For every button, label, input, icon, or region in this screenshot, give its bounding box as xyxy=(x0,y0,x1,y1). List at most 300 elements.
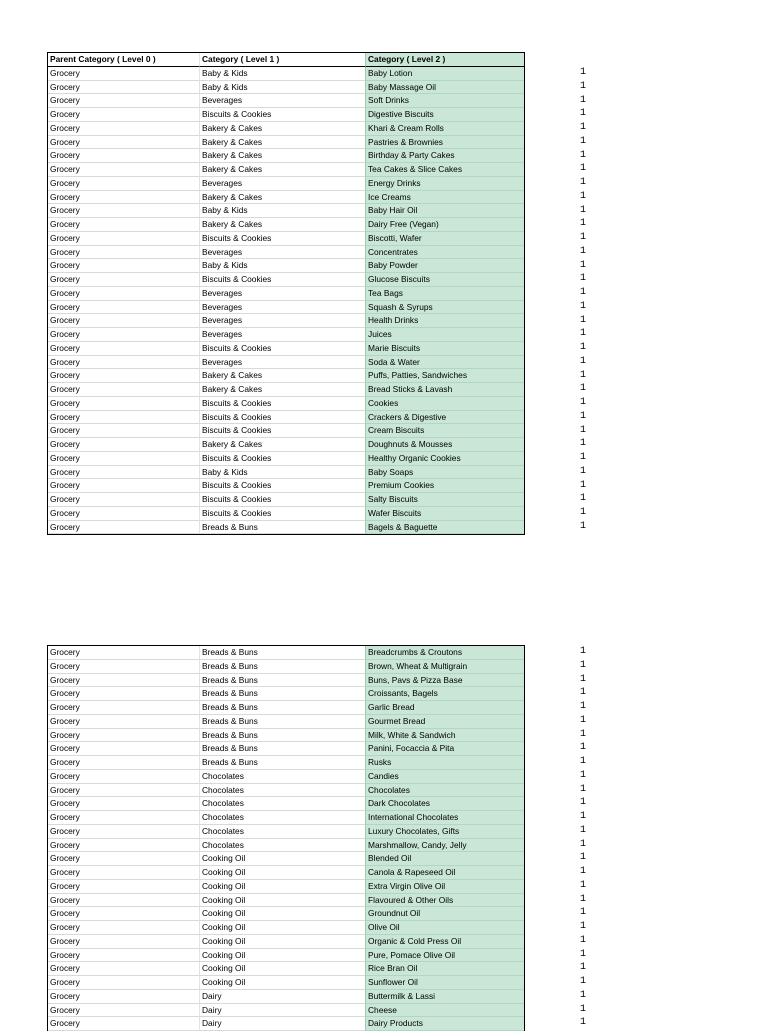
cell-category-level-2: Baby Lotion xyxy=(365,67,524,81)
cell-category-level-1: Breads & Buns xyxy=(199,742,365,756)
row-count: 1 xyxy=(579,948,586,960)
cell-category-level-1: Cooking Oil xyxy=(199,880,365,894)
cell-category-level-2: Energy Drinks xyxy=(365,177,524,191)
row-count: 1 xyxy=(579,824,586,836)
table-row xyxy=(48,424,524,438)
cell-category-level-1: Beverages xyxy=(199,287,365,301)
cell-parent-category: Grocery xyxy=(48,479,199,493)
table-row xyxy=(48,122,524,136)
row-count: 1 xyxy=(579,177,586,188)
row-count: 1 xyxy=(579,673,586,685)
table-row xyxy=(48,797,524,811)
cell-category-level-1: Chocolates xyxy=(199,839,365,853)
row-count: 1 xyxy=(579,783,586,795)
cell-category-level-2: Gourmet Bread xyxy=(365,715,524,729)
cell-category-level-1: Bakery & Cakes xyxy=(199,191,365,205)
row-count: 1 xyxy=(579,190,586,202)
row-count: 1 xyxy=(579,687,586,699)
cell-parent-category: Grocery xyxy=(48,452,199,466)
row-count: 1 xyxy=(579,218,586,230)
table-row xyxy=(48,715,524,729)
row-count: 1 xyxy=(579,893,586,905)
cell-parent-category: Grocery xyxy=(48,301,199,315)
cell-parent-category: Grocery xyxy=(48,94,199,108)
cell-category-level-2: Blended Oil xyxy=(365,852,524,866)
row-count: 1 xyxy=(579,245,586,257)
table-row xyxy=(48,866,524,880)
cell-category-level-2: Buns, Pavs & Pizza Base xyxy=(365,674,524,688)
table-row xyxy=(48,218,524,232)
table-row xyxy=(48,479,524,493)
row-count: 1 xyxy=(579,921,586,932)
cell-parent-category: Grocery xyxy=(48,949,199,963)
cell-category-level-2: Sunflower Oil xyxy=(365,976,524,990)
row-count: 1 xyxy=(579,163,586,175)
cell-parent-category: Grocery xyxy=(48,1017,199,1031)
cell-category-level-1: Biscuits & Cookies xyxy=(199,232,365,246)
cell-parent-category: Grocery xyxy=(48,660,199,674)
table-row xyxy=(48,493,524,507)
table-row xyxy=(48,507,524,521)
cell-category-level-1: Baby & Kids xyxy=(199,67,365,81)
table-row xyxy=(48,990,524,1004)
cell-category-level-1: Cooking Oil xyxy=(199,962,365,976)
row-count: 1 xyxy=(579,797,586,809)
cell-category-level-1: Dairy xyxy=(199,1017,365,1031)
table-row xyxy=(48,907,524,921)
cell-parent-category: Grocery xyxy=(48,797,199,811)
table-row xyxy=(48,962,524,976)
cell-category-level-1: Biscuits & Cookies xyxy=(199,493,365,507)
table-row xyxy=(48,852,524,866)
row-count: 1 xyxy=(579,383,586,395)
cell-parent-category: Grocery xyxy=(48,411,199,425)
row-count: 1 xyxy=(579,273,586,285)
cell-category-level-2: Cheese xyxy=(365,1004,524,1018)
cell-category-level-1: Biscuits & Cookies xyxy=(199,397,365,411)
row-count: 1 xyxy=(579,838,586,850)
cell-category-level-1: Biscuits & Cookies xyxy=(199,452,365,466)
cell-category-level-2: Squash & Syrups xyxy=(365,301,524,315)
cell-category-level-2: Bagels & Baguette xyxy=(365,521,524,535)
cell-category-level-2: Extra Virgin Olive Oil xyxy=(365,880,524,894)
row-count: 1 xyxy=(579,122,586,133)
row-count: 1 xyxy=(579,300,586,312)
table-row xyxy=(48,204,524,218)
row-count: 1 xyxy=(579,769,586,781)
cell-category-level-2: Brown, Wheat & Multigrain xyxy=(365,660,524,674)
cell-category-level-1: Beverages xyxy=(199,94,365,108)
cell-parent-category: Grocery xyxy=(48,742,199,756)
cell-category-level-1: Cooking Oil xyxy=(199,976,365,990)
cell-parent-category: Grocery xyxy=(48,493,199,507)
table-row xyxy=(48,660,524,674)
cell-category-level-1: Biscuits & Cookies xyxy=(199,342,365,356)
row-count: 1 xyxy=(579,701,586,712)
row-count: 1 xyxy=(579,989,586,1001)
row-count: 1 xyxy=(579,907,586,919)
cell-category-level-2: Health Drinks xyxy=(365,314,524,328)
cell-category-level-1: Breads & Buns xyxy=(199,521,365,535)
cell-category-level-2: Flavoured & Other Oils xyxy=(365,894,524,908)
table-row xyxy=(48,177,524,191)
table-row xyxy=(48,438,524,452)
row-count: 1 xyxy=(579,204,586,216)
cell-category-level-1: Breads & Buns xyxy=(199,715,365,729)
table-row xyxy=(48,108,524,122)
cell-category-level-1: Bakery & Cakes xyxy=(199,136,365,150)
cell-category-level-2: Marie Biscuits xyxy=(365,342,524,356)
cell-parent-category: Grocery xyxy=(48,287,199,301)
cell-parent-category: Grocery xyxy=(48,674,199,688)
cell-category-level-2: Canola & Rapeseed Oil xyxy=(365,866,524,880)
row-count: 1 xyxy=(579,259,586,271)
category-table-top xyxy=(47,52,525,535)
cell-parent-category: Grocery xyxy=(48,729,199,743)
cell-category-level-2: Healthy Organic Cookies xyxy=(365,452,524,466)
row-count: 1 xyxy=(579,479,586,491)
cell-parent-category: Grocery xyxy=(48,880,199,894)
cell-parent-category: Grocery xyxy=(48,466,199,480)
row-count: 1 xyxy=(579,962,586,974)
row-count: 1 xyxy=(579,934,586,946)
cell-category-level-1: Dairy xyxy=(199,990,365,1004)
cell-category-level-2: Rusks xyxy=(365,756,524,770)
cell-category-level-2: Groundnut Oil xyxy=(365,907,524,921)
table-row xyxy=(48,949,524,963)
row-count: 1 xyxy=(579,879,586,891)
table-row xyxy=(48,976,524,990)
table-row xyxy=(48,1004,524,1018)
cell-category-level-1: Biscuits & Cookies xyxy=(199,108,365,122)
row-count: 1 xyxy=(579,355,586,367)
row-count: 1 xyxy=(579,452,586,463)
cell-category-level-2: International Chocolates xyxy=(365,811,524,825)
cell-category-level-1: Breads & Buns xyxy=(199,646,365,660)
header-level-0: Parent Category ( Level 0 ) xyxy=(48,53,199,67)
cell-category-level-2: Organic & Cold Press Oil xyxy=(365,935,524,949)
table-row xyxy=(48,163,524,177)
row-count: 1 xyxy=(579,342,586,353)
cell-category-level-2: Cream Biscuits xyxy=(365,424,524,438)
cell-category-level-1: Bakery & Cakes xyxy=(199,163,365,177)
cell-category-level-2: Tea Cakes & Slice Cakes xyxy=(365,163,524,177)
table-row xyxy=(48,729,524,743)
row-count: 1 xyxy=(579,314,586,326)
table-row xyxy=(48,521,524,535)
row-count: 1 xyxy=(579,287,586,298)
cell-category-level-2: Juices xyxy=(365,328,524,342)
cell-category-level-1: Beverages xyxy=(199,177,365,191)
cell-category-level-1: Baby & Kids xyxy=(199,81,365,95)
count-column-top xyxy=(572,66,586,534)
cell-parent-category: Grocery xyxy=(48,507,199,521)
cell-category-level-2: Dark Chocolates xyxy=(365,797,524,811)
cell-category-level-2: Digestive Biscuits xyxy=(365,108,524,122)
cell-category-level-1: Breads & Buns xyxy=(199,687,365,701)
cell-parent-category: Grocery xyxy=(48,438,199,452)
cell-category-level-2: Biscotti, Wafer xyxy=(365,232,524,246)
table-row xyxy=(48,259,524,273)
cell-parent-category: Grocery xyxy=(48,907,199,921)
cell-category-level-2: Birthday & Party Cakes xyxy=(365,149,524,163)
cell-parent-category: Grocery xyxy=(48,866,199,880)
cell-category-level-2: Bread Sticks & Lavash xyxy=(365,383,524,397)
cell-parent-category: Grocery xyxy=(48,962,199,976)
table-row xyxy=(48,784,524,798)
cell-parent-category: Grocery xyxy=(48,701,199,715)
cell-category-level-2: Breadcrumbs & Croutons xyxy=(365,646,524,660)
cell-parent-category: Grocery xyxy=(48,342,199,356)
cell-category-level-2: Tea Bags xyxy=(365,287,524,301)
cell-category-level-1: Breads & Buns xyxy=(199,756,365,770)
category-table-bottom xyxy=(47,645,525,1031)
cell-category-level-2: Doughnuts & Mousses xyxy=(365,438,524,452)
cell-category-level-2: Chocolates xyxy=(365,784,524,798)
cell-category-level-1: Bakery & Cakes xyxy=(199,383,365,397)
cell-category-level-2: Khari & Cream Rolls xyxy=(365,122,524,136)
cell-category-level-2: Pastries & Brownies xyxy=(365,136,524,150)
cell-category-level-1: Chocolates xyxy=(199,797,365,811)
table-row xyxy=(48,452,524,466)
cell-parent-category: Grocery xyxy=(48,163,199,177)
cell-parent-category: Grocery xyxy=(48,935,199,949)
cell-category-level-1: Beverages xyxy=(199,328,365,342)
row-count: 1 xyxy=(579,135,586,147)
row-count: 1 xyxy=(579,520,586,532)
cell-category-level-1: Breads & Buns xyxy=(199,660,365,674)
row-count: 1 xyxy=(579,1003,586,1015)
row-count: 1 xyxy=(579,424,586,436)
cell-category-level-2: Soda & Water xyxy=(365,356,524,370)
table-row xyxy=(48,67,524,81)
cell-category-level-1: Baby & Kids xyxy=(199,259,365,273)
cell-category-level-1: Chocolates xyxy=(199,770,365,784)
cell-category-level-2: Milk, White & Sandwich xyxy=(365,729,524,743)
row-count: 1 xyxy=(579,728,586,740)
table-row xyxy=(48,328,524,342)
cell-parent-category: Grocery xyxy=(48,894,199,908)
table-row xyxy=(48,301,524,315)
cell-category-level-2: Crackers & Digestive xyxy=(365,411,524,425)
row-count: 1 xyxy=(579,659,586,671)
table-row xyxy=(48,397,524,411)
cell-parent-category: Grocery xyxy=(48,232,199,246)
cell-category-level-1: Beverages xyxy=(199,246,365,260)
cell-category-level-2: Garlic Bread xyxy=(365,701,524,715)
row-count: 1 xyxy=(579,866,586,877)
cell-parent-category: Grocery xyxy=(48,356,199,370)
cell-category-level-1: Breads & Buns xyxy=(199,701,365,715)
row-count: 1 xyxy=(579,232,586,243)
cell-category-level-1: Cooking Oil xyxy=(199,894,365,908)
table-row xyxy=(48,149,524,163)
cell-category-level-2: Luxury Chocolates, Gifts xyxy=(365,825,524,839)
cell-parent-category: Grocery xyxy=(48,81,199,95)
cell-parent-category: Grocery xyxy=(48,921,199,935)
cell-category-level-2: Puffs, Patties, Sandwiches xyxy=(365,369,524,383)
cell-category-level-1: Chocolates xyxy=(199,811,365,825)
row-count: 1 xyxy=(579,80,586,92)
table-row xyxy=(48,369,524,383)
cell-category-level-2: Croissants, Bagels xyxy=(365,687,524,701)
cell-parent-category: Grocery xyxy=(48,852,199,866)
row-count: 1 xyxy=(579,410,586,422)
cell-parent-category: Grocery xyxy=(48,149,199,163)
table-row xyxy=(48,687,524,701)
cell-parent-category: Grocery xyxy=(48,521,199,535)
row-count: 1 xyxy=(579,756,586,767)
cell-category-level-2: Baby Soaps xyxy=(365,466,524,480)
cell-category-level-1: Bakery & Cakes xyxy=(199,218,365,232)
row-count: 1 xyxy=(579,646,586,657)
table-row xyxy=(48,811,524,825)
table-row xyxy=(48,94,524,108)
cell-category-level-1: Cooking Oil xyxy=(199,949,365,963)
cell-category-level-2: Wafer Biscuits xyxy=(365,507,524,521)
table-row xyxy=(48,383,524,397)
cell-parent-category: Grocery xyxy=(48,246,199,260)
cell-category-level-2: Dairy Free (Vegan) xyxy=(365,218,524,232)
cell-parent-category: Grocery xyxy=(48,839,199,853)
table-row xyxy=(48,287,524,301)
table-row xyxy=(48,246,524,260)
cell-category-level-1: Beverages xyxy=(199,356,365,370)
cell-parent-category: Grocery xyxy=(48,108,199,122)
cell-category-level-2: Premium Cookies xyxy=(365,479,524,493)
cell-category-level-2: Salty Biscuits xyxy=(365,493,524,507)
cell-parent-category: Grocery xyxy=(48,784,199,798)
cell-category-level-1: Cooking Oil xyxy=(199,852,365,866)
cell-category-level-2: Buttermilk & Lassi xyxy=(365,990,524,1004)
cell-parent-category: Grocery xyxy=(48,177,199,191)
cell-category-level-1: Chocolates xyxy=(199,825,365,839)
table-body-bottom xyxy=(48,646,524,1031)
cell-category-level-1: Bakery & Cakes xyxy=(199,438,365,452)
cell-category-level-1: Beverages xyxy=(199,314,365,328)
cell-parent-category: Grocery xyxy=(48,990,199,1004)
cell-category-level-2: Dairy Products xyxy=(365,1017,524,1031)
cell-category-level-2: Pure, Pomace Olive Oil xyxy=(365,949,524,963)
cell-category-level-1: Biscuits & Cookies xyxy=(199,507,365,521)
row-count: 1 xyxy=(579,369,586,381)
cell-category-level-1: Bakery & Cakes xyxy=(199,149,365,163)
cell-parent-category: Grocery xyxy=(48,314,199,328)
cell-category-level-1: Cooking Oil xyxy=(199,935,365,949)
row-count: 1 xyxy=(579,493,586,505)
cell-category-level-2: Olive Oil xyxy=(365,921,524,935)
table-row xyxy=(48,273,524,287)
row-count: 1 xyxy=(579,67,586,78)
cell-parent-category: Grocery xyxy=(48,715,199,729)
row-count: 1 xyxy=(579,1017,586,1029)
table-row xyxy=(48,921,524,935)
header-level-1: Category ( Level 1 ) xyxy=(199,53,365,67)
row-count: 1 xyxy=(579,976,586,987)
table-row xyxy=(48,191,524,205)
cell-category-level-1: Biscuits & Cookies xyxy=(199,424,365,438)
cell-parent-category: Grocery xyxy=(48,259,199,273)
cell-category-level-1: Dairy xyxy=(199,1004,365,1018)
cell-parent-category: Grocery xyxy=(48,687,199,701)
table-row xyxy=(48,356,524,370)
cell-category-level-2: Baby Hair Oil xyxy=(365,204,524,218)
cell-parent-category: Grocery xyxy=(48,67,199,81)
cell-category-level-1: Cooking Oil xyxy=(199,921,365,935)
header-level-2: Category ( Level 2 ) xyxy=(365,53,524,67)
row-count: 1 xyxy=(579,108,586,120)
cell-category-level-2: Ice Creams xyxy=(365,191,524,205)
table-row xyxy=(48,770,524,784)
row-count: 1 xyxy=(579,149,586,161)
cell-category-level-2: Glucose Biscuits xyxy=(365,273,524,287)
cell-parent-category: Grocery xyxy=(48,397,199,411)
row-count: 1 xyxy=(579,742,586,754)
cell-parent-category: Grocery xyxy=(48,811,199,825)
cell-category-level-1: Breads & Buns xyxy=(199,729,365,743)
cell-parent-category: Grocery xyxy=(48,273,199,287)
row-count: 1 xyxy=(579,507,586,518)
table-row xyxy=(48,880,524,894)
cell-parent-category: Grocery xyxy=(48,122,199,136)
table-row xyxy=(48,342,524,356)
cell-parent-category: Grocery xyxy=(48,1004,199,1018)
cell-category-level-2: Cookies xyxy=(365,397,524,411)
cell-category-level-2: Rice Bran Oil xyxy=(365,962,524,976)
cell-parent-category: Grocery xyxy=(48,383,199,397)
cell-category-level-2: Panini, Focaccia & Pita xyxy=(365,742,524,756)
table-row xyxy=(48,935,524,949)
table-row xyxy=(48,742,524,756)
cell-category-level-1: Biscuits & Cookies xyxy=(199,273,365,287)
table-row xyxy=(48,136,524,150)
cell-category-level-1: Beverages xyxy=(199,301,365,315)
table-row xyxy=(48,825,524,839)
cell-parent-category: Grocery xyxy=(48,756,199,770)
table-row xyxy=(48,81,524,95)
cell-category-level-1: Breads & Buns xyxy=(199,674,365,688)
cell-category-level-1: Bakery & Cakes xyxy=(199,122,365,136)
cell-category-level-1: Baby & Kids xyxy=(199,204,365,218)
cell-category-level-1: Bakery & Cakes xyxy=(199,369,365,383)
cell-category-level-1: Biscuits & Cookies xyxy=(199,411,365,425)
cell-parent-category: Grocery xyxy=(48,218,199,232)
row-count: 1 xyxy=(579,714,586,726)
table-row xyxy=(48,674,524,688)
table-row xyxy=(48,646,524,660)
table-row xyxy=(48,701,524,715)
cell-category-level-2: Baby Powder xyxy=(365,259,524,273)
table-body-top xyxy=(48,67,524,535)
count-column-bottom xyxy=(572,645,586,1030)
cell-category-level-1: Cooking Oil xyxy=(199,907,365,921)
cell-category-level-2: Candies xyxy=(365,770,524,784)
table-header-row xyxy=(48,53,524,67)
cell-category-level-1: Biscuits & Cookies xyxy=(199,479,365,493)
row-count: 1 xyxy=(579,811,586,822)
cell-category-level-1: Baby & Kids xyxy=(199,466,365,480)
cell-parent-category: Grocery xyxy=(48,328,199,342)
cell-category-level-2: Marshmallow, Candy, Jelly xyxy=(365,839,524,853)
cell-category-level-2: Concentrates xyxy=(365,246,524,260)
row-count: 1 xyxy=(579,852,586,864)
table-row xyxy=(48,411,524,425)
cell-parent-category: Grocery xyxy=(48,424,199,438)
cell-category-level-2: Baby Massage Oil xyxy=(365,81,524,95)
cell-category-level-1: Chocolates xyxy=(199,784,365,798)
row-count: 1 xyxy=(579,438,586,450)
row-count: 1 xyxy=(579,94,586,106)
